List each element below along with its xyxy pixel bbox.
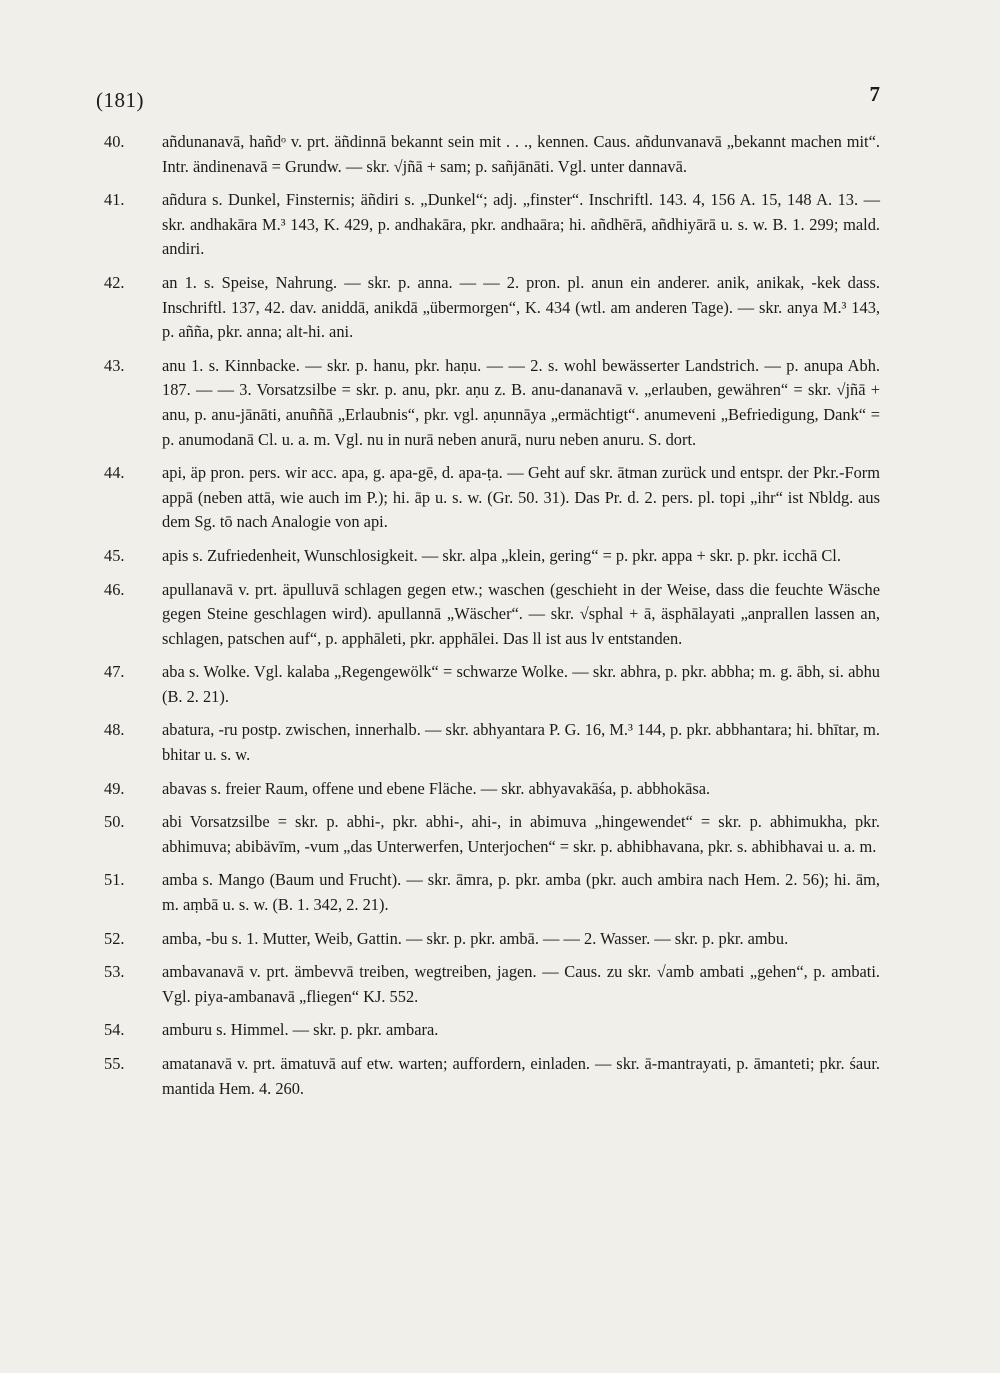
- entry-number: 51.: [104, 870, 125, 890]
- dictionary-entry: [104, 718, 880, 767]
- entry-text: amba, -bu s. 1. Mutter, Weib, Gattin. — skr. p. pkr. ambā. — — 2. Wasser. — skr. p. pkr. ambu.: [162, 928, 789, 948]
- entry-number: 48.: [104, 720, 125, 740]
- entry-text: apullanavā v. prt. äpulluvā schlagen gegen etw.; waschen (geschieht in der Weise, dass die feuchte Wäsche gegen Steine geschlagen wird). apullannā „Wäscher“. — skr. √sphal + ā, äsphālayati „anprallen lassen an, schlagen, patschen auf“, p. apphāleti, pkr. apphālei. Das ll ist aus lv entstanden.: [162, 579, 880, 648]
- dictionary-entry: [104, 660, 880, 709]
- dictionary-entry: [104, 544, 880, 569]
- dictionary-entry: [104, 927, 880, 952]
- entry-text: apis s. Zufriedenheit, Wunschlosigkeit. — skr. alpa „klein, gering“ = p. pkr. appa + skr. p. pkr. icchā Cl.: [162, 545, 841, 565]
- entry-text: abavas s. freier Raum, offene und ebene Fläche. — skr. abhyavakāśa, p. abbhokāsa.: [162, 778, 711, 798]
- entry-number: 47.: [104, 662, 125, 682]
- entry-text: añdunanavā, hañdᵒ v. prt. äñdinnā bekannt sein mit . . ., kennen. Caus. añdunvanavā „bekannt machen mit“. Intr. ändinenavā = Grundw. — skr. √jñā + sam; p. sañjānāti. Vgl. unter dannavā.: [162, 132, 880, 176]
- page-header: [96, 82, 880, 118]
- entry-number: 43.: [104, 355, 125, 375]
- entry-list: [104, 130, 880, 1110]
- entry-number: 55.: [104, 1054, 125, 1073]
- page-number: 7: [869, 82, 880, 106]
- entry-number: 41.: [104, 190, 125, 210]
- entry-number: 54.: [104, 1020, 125, 1040]
- entry-text: amba s. Mango (Baum und Frucht). — skr. āmra, p. pkr. amba (pkr. auch ambira nach Hem. 2. 56); hi. ām, m. aṃbā u. s. w. (B. 1. 342, 2. 21).: [162, 870, 880, 915]
- dictionary-entry: [104, 1018, 880, 1043]
- dictionary-entry: [104, 578, 880, 652]
- dictionary-entry: [104, 868, 880, 917]
- entry-number: 40.: [104, 132, 125, 151]
- dictionary-entry: [104, 188, 880, 262]
- dictionary-entry: [104, 810, 880, 859]
- entry-number: 53.: [104, 962, 125, 982]
- entry-text: an 1. s. Speise, Nahrung. — skr. p. anna. — — 2. pron. pl. anun ein anderer. anik, anikak, -kek dass. Inschriftl. 137, 42. dav. aniddā, anikdā „übermorgen“, K. 434 (wtl. am anderen Tage). — skr. anya M.³ 143, p. añña, pkr. anna; alt-hi. ani.: [162, 272, 880, 342]
- entry-number: 52.: [104, 928, 125, 948]
- entry-text: abi Vorsatzsilbe = skr. p. abhi-, pkr. abhi-, ahi-, in abimuva „hingewendet“ = skr. p. abhimukha, pkr. abhimuva; abibävīm, -vum „das Unterwerfen, Unterjochen“ = skr. p. abhibhavana, pkr. s. abhibhavai u. a. m.: [162, 812, 880, 856]
- entry-text: anu 1. s. Kinnbacke. — skr. p. hanu, pkr. haṇu. — — 2. s. wohl bewässerter Landstrich. — p. anupa Abh. 187. — — 3. Vorsatzsilbe = skr. p. anu, pkr. aṇu z. B. anu-dananavā v. „erlauben, gewähren“ = skr. √jñā + anu, p. anu-jānāti, anuññā „Erlaubnis“, pkr. vgl. aṇunnāya „ermächtigt“. anumeveni „Befriedigung, Dank“ = p. anumodanā Cl. u. a. m. Vgl. nu in nurā neben anurā, nuru neben anuru. S. dort.: [162, 355, 880, 449]
- entry-text: abatura, -ru postp. zwischen, innerhalb. — skr. abhyantara P. G. 16, M.³ 144, p. pkr. abbhantara; hi. bhītar, m. bhitar u. s. w.: [162, 720, 880, 765]
- dictionary-entry: [104, 130, 880, 179]
- entry-number: 45.: [104, 545, 125, 565]
- dictionary-entry: [104, 777, 880, 802]
- entry-number: 49.: [104, 778, 125, 798]
- entry-text: aba s. Wolke. Vgl. kalaba „Regengewölk“ = schwarze Wolke. — skr. abhra, p. pkr. abbha; m. g. ābh, si. abhu (B. 2. 21).: [162, 662, 880, 706]
- entry-text: amatanavā v. prt. ämatuvā auf etw. warten; auffordern, einladen. — skr. ā-mantrayati, p. āmanteti; pkr. śaur. mantida Hem. 4. 260.: [162, 1054, 880, 1098]
- entry-text: ambavanavā v. prt. ämbevvā treiben, wegtreiben, jagen. — Caus. zu skr. √amb ambati „gehen“, p. ambati. Vgl. piya-ambanavā „fliegen“ KJ. 552.: [162, 962, 880, 1006]
- dictionary-entry: [104, 960, 880, 1009]
- dictionary-entry: [104, 271, 880, 345]
- entry-number: 44.: [104, 463, 125, 483]
- entry-text: añdura s. Dunkel, Finsternis; äñdiri s. „Dunkel“; adj. „finster“. Inschriftl. 143. 4, 156 A. 15, 148 A. 13. — skr. andhakāra M.³ 143, K. 429, p. andhakāra, pkr. andhaāra; hi. añdhērā, añdhiyārā u. s. w. B. 1. 299; mald. andiri.: [162, 190, 880, 259]
- page-number-bracketed: (181): [96, 88, 144, 112]
- entry-number: 46.: [104, 579, 125, 599]
- entry-text: amburu s. Himmel. — skr. p. pkr. ambara.: [162, 1020, 439, 1040]
- dictionary-entry: [104, 1052, 880, 1101]
- entry-number: 42.: [104, 272, 125, 292]
- entry-text: api, äp pron. pers. wir acc. apa, g. apa-gē, d. apa-ṭa. — Geht auf skr. ātman zurück und entspr. der Pkr.-Form appā (neben attā, wie auch im P.); hi. āp u. s. w. (Gr. 50. 31). Das Pr. d. 2. pers. pl. topi „ihr“ ist Nbldg. aus dem Sg. tō nach Analogie von api.: [162, 463, 880, 532]
- dictionary-entry: [104, 461, 880, 535]
- entry-number: 50.: [104, 812, 125, 832]
- dictionary-entry: [104, 354, 880, 452]
